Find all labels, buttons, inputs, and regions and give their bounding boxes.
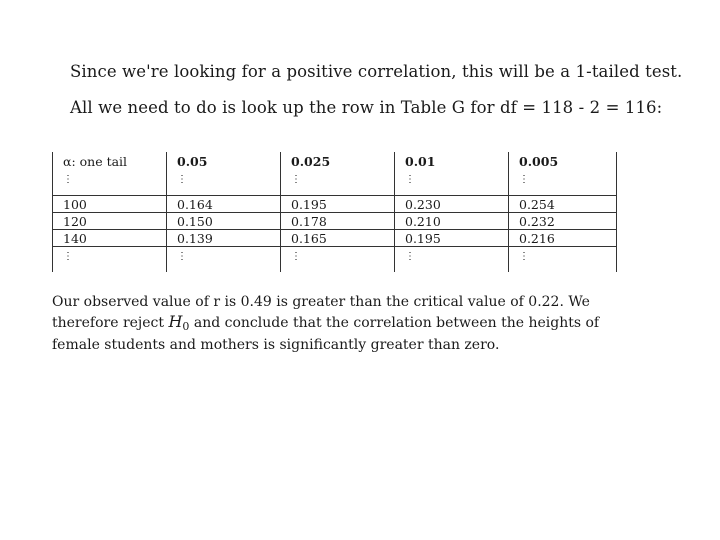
table-cell: 100 xyxy=(53,196,167,213)
ellipsis-cell xyxy=(281,247,395,273)
table-row xyxy=(53,213,617,230)
intro-line-1: Since we're looking for a positive correlation, this will be a 1-tailed test. xyxy=(70,62,683,81)
table-cell: 120 xyxy=(53,213,167,230)
ellipsis-glyph: ⋮ xyxy=(177,174,187,185)
header-col-3: 0.01 xyxy=(395,152,509,170)
null-hypothesis-symbol: H xyxy=(168,312,183,331)
critical-values-table xyxy=(52,152,617,272)
table-cell: 0.232 xyxy=(509,213,617,230)
table-cell: 0.195 xyxy=(281,196,395,213)
ellipsis-glyph: ⋮ xyxy=(405,251,415,262)
ellipsis-glyph: ⋮ xyxy=(519,174,529,185)
ellipsis-row-bottom xyxy=(53,247,617,273)
ellipsis-glyph: ⋮ xyxy=(177,251,187,262)
table-cell: 0.230 xyxy=(395,196,509,213)
table-header-row xyxy=(53,152,617,170)
conclusion-text-2: and conclude that the correlation between the heights of female students and mothers is significantly greater than zero. xyxy=(52,315,600,353)
table-cell: 0.210 xyxy=(395,213,509,230)
ellipsis-glyph: ⋮ xyxy=(291,251,301,262)
ellipsis-glyph: ⋮ xyxy=(405,174,415,185)
header-col-4: 0.005 xyxy=(509,152,617,170)
ellipsis-glyph: ⋮ xyxy=(63,251,73,262)
header-alpha: α: one tail xyxy=(53,152,167,170)
table-cell: 0.178 xyxy=(281,213,395,230)
table-row xyxy=(53,196,617,213)
header-col-1: 0.05 xyxy=(167,152,281,170)
ellipsis-cell xyxy=(53,170,167,196)
ellipsis-glyph: ⋮ xyxy=(519,251,529,262)
table-cell: 0.195 xyxy=(395,230,509,247)
conclusion-text-1: Our observed value of r is 0.49 is greater than the critical value of 0.22. We therefore reject xyxy=(52,294,590,331)
ellipsis-cell xyxy=(509,247,617,273)
null-hypothesis-subscript: 0 xyxy=(182,320,190,333)
table-cell: 0.216 xyxy=(509,230,617,247)
ellipsis-cell xyxy=(395,247,509,273)
ellipsis-cell xyxy=(167,170,281,196)
table-cell: 140 xyxy=(53,230,167,247)
header-col-2: 0.025 xyxy=(281,152,395,170)
ellipsis-cell xyxy=(395,170,509,196)
conclusion-paragraph xyxy=(52,293,632,355)
table-row xyxy=(53,230,617,247)
table-cell: 0.254 xyxy=(509,196,617,213)
ellipsis-cell xyxy=(509,170,617,196)
table-cell: 0.139 xyxy=(167,230,281,247)
ellipsis-glyph: ⋮ xyxy=(63,174,73,185)
ellipsis-cell xyxy=(281,170,395,196)
ellipsis-row-top xyxy=(53,170,617,196)
ellipsis-glyph: ⋮ xyxy=(291,174,301,185)
table-cell: 0.164 xyxy=(167,196,281,213)
ellipsis-cell xyxy=(53,247,167,273)
table-cell: 0.150 xyxy=(167,213,281,230)
intro-line-2: All we need to do is look up the row in Table G for df = 118 - 2 = 116: xyxy=(70,98,663,117)
table-cell: 0.165 xyxy=(281,230,395,247)
ellipsis-cell xyxy=(167,247,281,273)
